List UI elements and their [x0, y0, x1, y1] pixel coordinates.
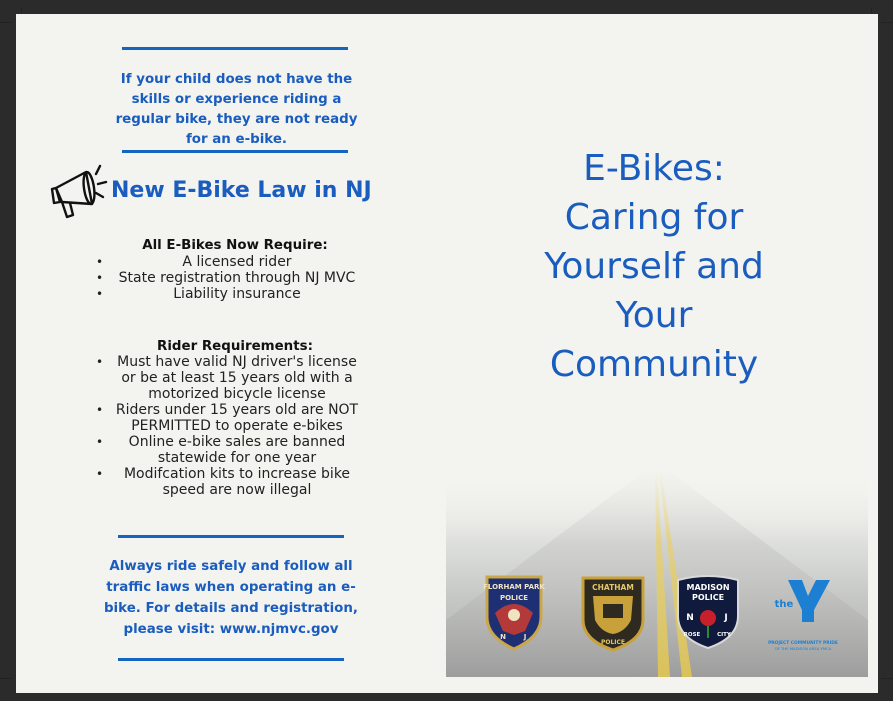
rider-heading: Rider Requirements: [157, 339, 313, 354]
florham-park-police-badge [481, 573, 547, 651]
madison-l1-text: MADISON [686, 583, 730, 592]
list-item-text: Modifcation kits to increase bike speed are now illegal [123, 466, 351, 498]
list-item-text: A licensed rider [182, 254, 292, 270]
chatham-top-text: CHATHAM [592, 583, 634, 592]
list-item-text: Online e-bike sales are banned statewide for one year [128, 434, 346, 466]
crop-mark [0, 678, 12, 679]
madison-l2-text: POLICE [691, 593, 725, 602]
ymca-logo [762, 574, 844, 652]
divider-rule [118, 658, 344, 661]
madison-rose-text: ROSE [683, 632, 701, 638]
law-title: New E-Bike Law in NJ [111, 178, 372, 203]
cover-title-line: E-Bikes: [583, 148, 725, 189]
cover-title [504, 144, 804, 389]
list-item [108, 270, 366, 286]
florham-mid-text: POLICE [499, 594, 529, 602]
megaphone-icon [48, 162, 112, 224]
ymca-caption-1: PROJECT COMMUNITY PRIDE [768, 641, 838, 646]
divider-rule [122, 150, 348, 153]
florham-top-text: FLORHAM PARK [483, 583, 545, 591]
madison-j-text: J [724, 613, 728, 623]
chatham-bottom-text: POLICE [600, 639, 626, 646]
list-item [108, 402, 366, 434]
florham-n-text: N [500, 633, 506, 641]
list-item-text: Liability insurance [173, 286, 301, 302]
list-item [108, 466, 366, 498]
cover-title-line: Caring for [564, 197, 744, 238]
chatham-police-badge [575, 574, 651, 652]
intro-text: If your child does not have the skills or experience riding a regular bike, they are not ready for an e-bike. [115, 72, 358, 147]
crop-mark [881, 678, 893, 679]
madison-n-text: N [686, 613, 694, 623]
closing-text: Always ride safely and follow all traffic laws when operating an e-bike. For details and registration, please visit: www.njmvc.gov [103, 559, 359, 637]
list-item [108, 434, 366, 466]
list-item-text: Must have valid NJ driver's license or be at least 15 years old with a motorized bicycle license [117, 354, 357, 402]
rider-list [108, 354, 366, 498]
ymca-the-text: the [774, 599, 794, 610]
divider-rule [122, 47, 348, 50]
list-item [108, 286, 366, 302]
cover-title-line: Your [615, 295, 693, 336]
require-list [108, 254, 366, 302]
require-heading: All E-Bikes Now Require: [142, 238, 328, 253]
cover-title-line: Community [549, 344, 759, 385]
ymca-caption-2: OF THE MADISON AREA YMCA [774, 646, 832, 651]
madison-city-text: CITY [717, 632, 731, 638]
florham-j-text: J [523, 633, 527, 641]
divider-rule [118, 535, 344, 538]
list-item-text: Riders under 15 years old are NOT PERMITTED to operate e-bikes [115, 402, 359, 434]
crop-mark [0, 22, 12, 23]
crop-mark [881, 22, 893, 23]
cover-title-line: Yourself and [544, 246, 764, 287]
madison-police-badge [672, 574, 744, 650]
list-item [108, 354, 366, 402]
list-item-text: State registration through NJ MVC [118, 270, 356, 286]
list-item [108, 254, 366, 270]
